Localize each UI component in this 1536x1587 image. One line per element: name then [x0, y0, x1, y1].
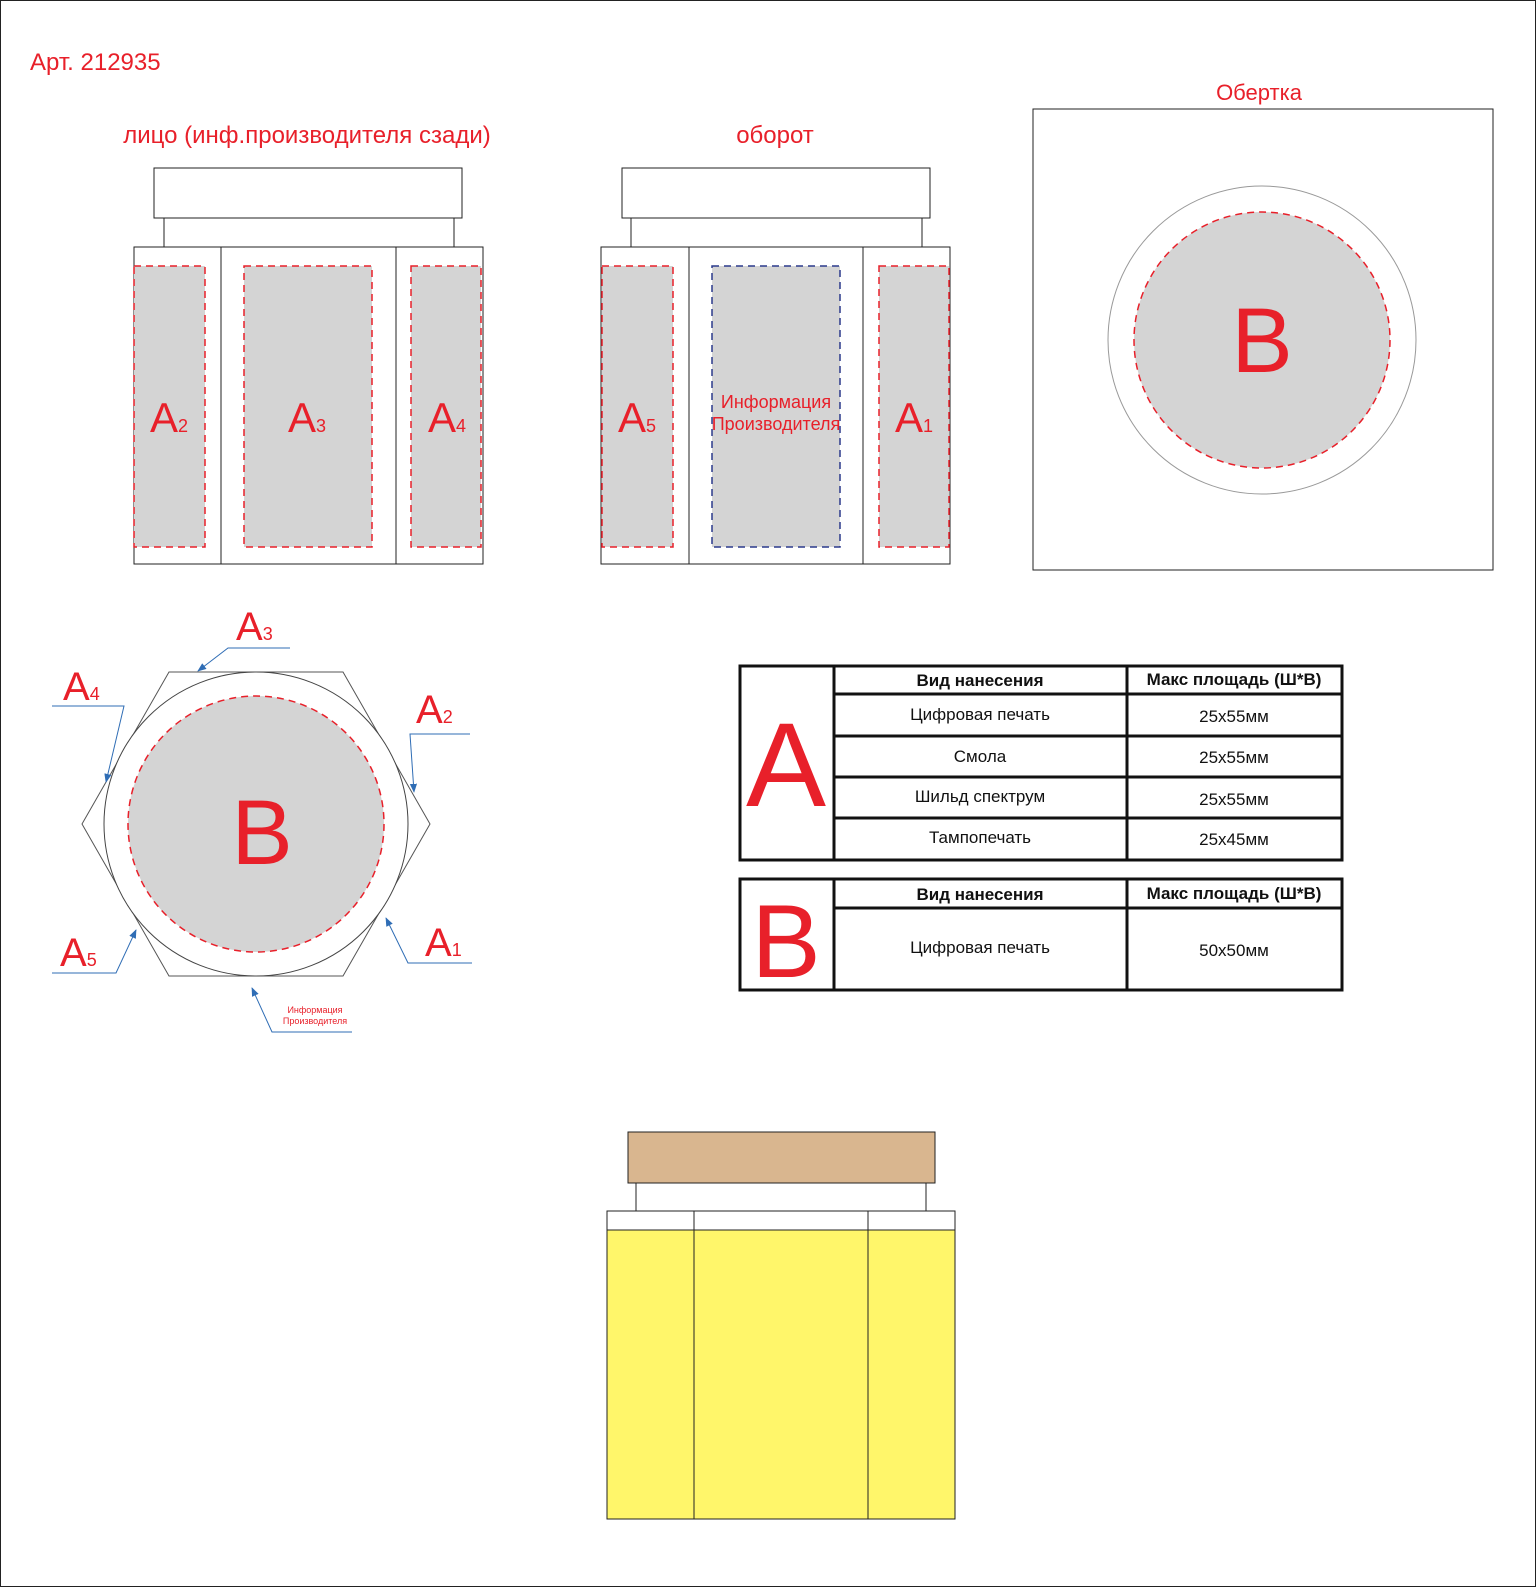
- colored-lid: [628, 1132, 935, 1183]
- colored-jar-view: [607, 1132, 955, 1519]
- colored-neck: [636, 1183, 926, 1211]
- table-a-cell-area: 25х45мм: [1199, 830, 1269, 849]
- table-a-cell-area: 25х55мм: [1199, 790, 1269, 809]
- table-b: [740, 879, 1342, 1000]
- table-b-cell-method: Цифровая печать: [910, 938, 1050, 957]
- back-lid: [622, 168, 930, 218]
- wrapper-view: [1033, 80, 1493, 570]
- callout-a5: A5: [60, 931, 97, 975]
- callout-a3: A3: [236, 605, 273, 649]
- table-b-header-area: Макс площадь (Ш*В): [1146, 884, 1322, 903]
- colored-body: [607, 1230, 955, 1519]
- table-a-cell-method: Тампопечать: [928, 828, 1032, 847]
- front-view: [123, 122, 490, 564]
- zone-label-a5: A5: [618, 394, 657, 441]
- article-number: Арт. 212935: [30, 49, 161, 76]
- table-b-cell-area: 50х50мм: [1199, 941, 1269, 960]
- table-b-letter: B: [751, 884, 821, 1000]
- back-view-title: оборот: [736, 122, 814, 149]
- callout-a4: A4: [63, 665, 100, 709]
- wrapper-view-title: Обертка: [1216, 80, 1302, 105]
- manufacturer-info-line-1: Информация: [720, 392, 832, 412]
- callout-line-a3: [198, 648, 290, 671]
- front-neck: [164, 218, 454, 247]
- table-a-cell-method: Смола: [953, 747, 1007, 766]
- callout-line-a2: [410, 734, 470, 792]
- table-a: [740, 666, 1342, 860]
- table-a-cell-area: 25х55мм: [1199, 707, 1269, 726]
- zone-label-a4: A4: [428, 394, 467, 441]
- zone-label-a3: A3: [288, 394, 327, 441]
- callout-a1: A1: [425, 921, 462, 965]
- zone-label-b-top: B: [231, 782, 293, 884]
- callout-manufacturer-info-line-1: Информация: [287, 1005, 343, 1015]
- table-a-header-method: Вид нанесения: [916, 671, 1044, 690]
- table-a-cell-area: 25х55мм: [1199, 748, 1269, 767]
- zone-label-b-wrapper: B: [1231, 290, 1293, 392]
- colored-body-top-band: [607, 1211, 955, 1230]
- top-view: [52, 605, 472, 1032]
- front-lid: [154, 168, 462, 218]
- table-a-cell-method: Шильд спектрум: [914, 787, 1046, 806]
- callout-a2: A2: [416, 688, 453, 732]
- table-a-cell-method: Цифровая печать: [910, 705, 1050, 724]
- zone-label-a2: A2: [150, 394, 189, 441]
- back-view: [601, 122, 950, 564]
- zone-label-a1: A1: [895, 394, 934, 441]
- manufacturer-info-line-2: Производителя: [711, 414, 841, 434]
- callout-manufacturer-info-line-2: Производителя: [282, 1016, 348, 1026]
- table-a-header-area: Макс площадь (Ш*В): [1146, 670, 1322, 689]
- table-b-header-method: Вид нанесения: [916, 885, 1044, 904]
- table-a-letter: A: [745, 698, 827, 832]
- front-view-title: лицо (инф.производителя сзади): [123, 122, 491, 149]
- back-neck: [631, 218, 922, 247]
